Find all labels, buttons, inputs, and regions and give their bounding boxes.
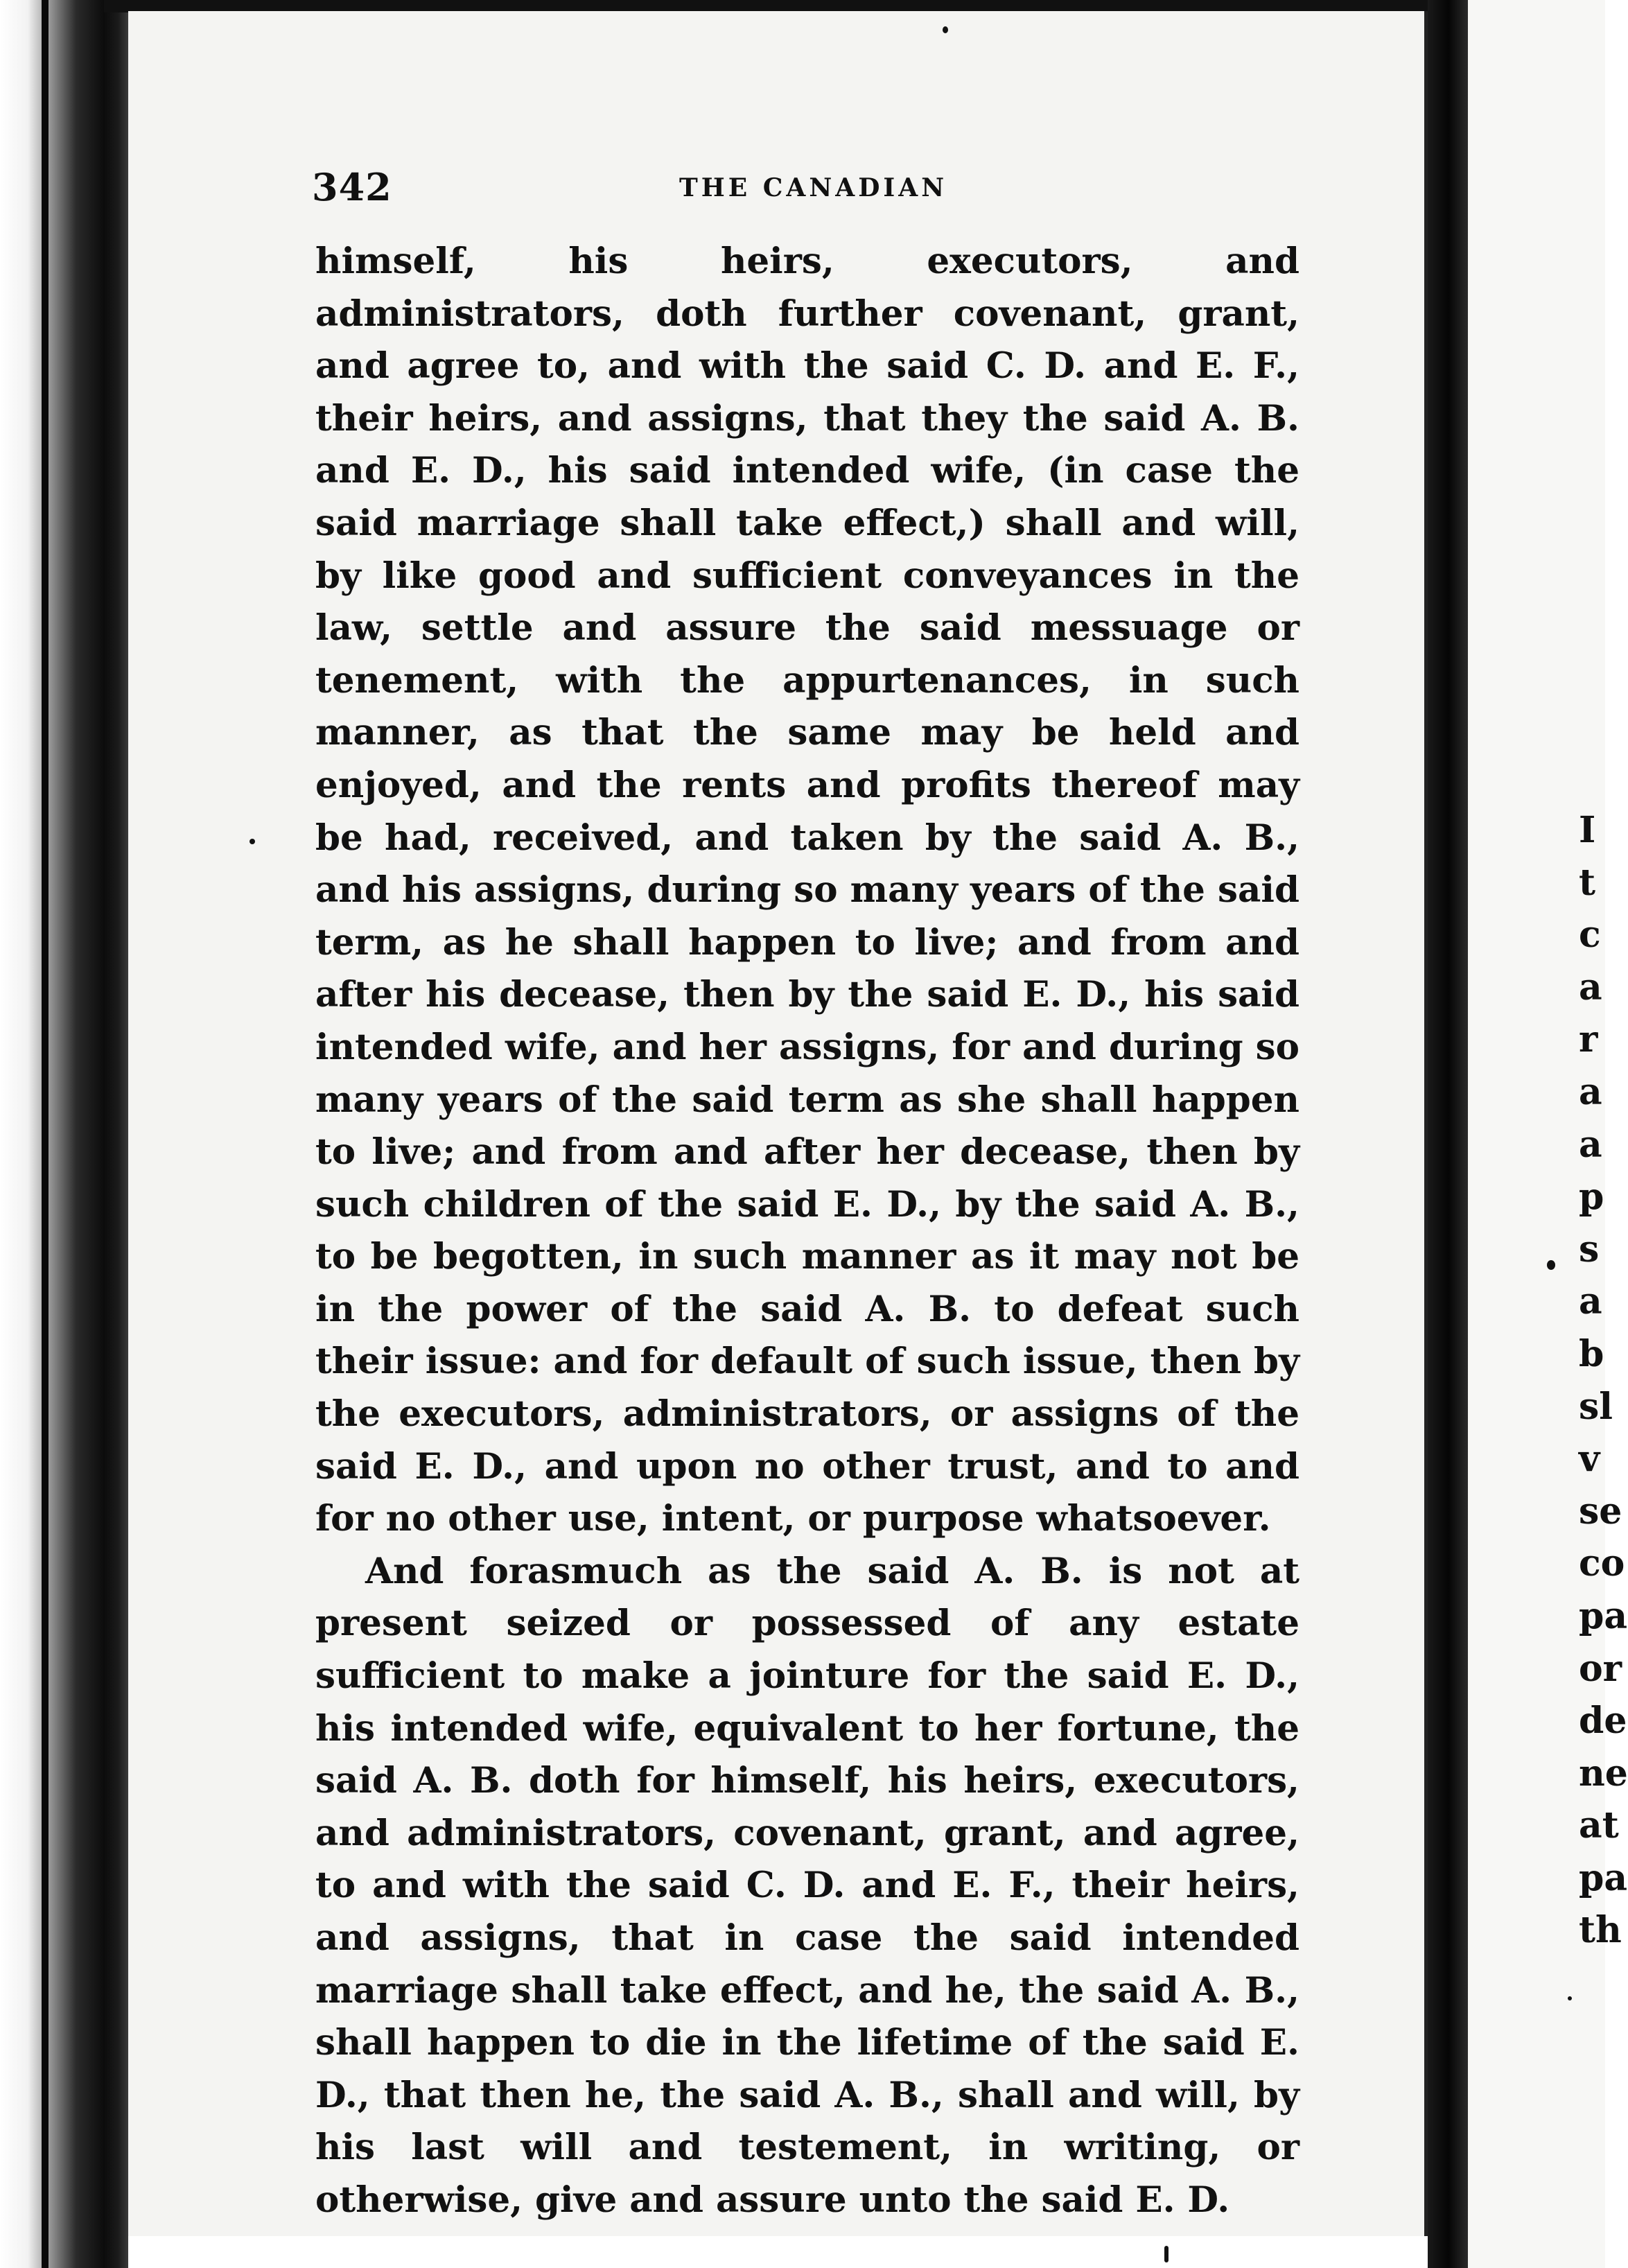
ink-speck [1547,1260,1555,1270]
page-body [315,236,1299,2227]
facing-page-fragment: pa [1579,1594,1628,1637]
facing-page-fragment: b [1579,1332,1604,1375]
facing-page-fragment: v [1579,1438,1600,1481]
facing-page-fragment: at [1579,1804,1619,1847]
left-binding-edge [0,0,128,2268]
facing-page-fragment: s [1579,1228,1600,1271]
facing-page-fragment: ne [1579,1752,1628,1795]
facing-page-fragment: r [1579,1018,1598,1061]
facing-page-fragment: I [1579,809,1596,851]
facing-page-fragment: a [1579,1280,1602,1323]
facing-page-fragment: t [1579,861,1596,904]
left-binding-line [42,0,49,2268]
ink-speck [1568,1996,1572,2000]
facing-page-fragment: c [1579,914,1601,957]
paragraph-2: And forasmuch as the said A. B. is not at present seized or possessed of any estate sufficient to make a jointure for the said E. D., his intended wife, equivalent to her fortune, the said A. B. doth for himself, his heirs, executors, and administrators, covenant, grant, and agree, to and with the said C. D. and E. F., their heirs, and assigns, that in case the said intended marriage shall take effect, and he, the said A. B., shall happen to die in the lifetime of the said E. D., that then he, the said A. B., shall and will, by his last will and testement, in writing, or otherwise, give and assure unto the said E. D. [315,1550,1299,2221]
facing-page-fragment: a [1579,1070,1602,1113]
facing-page-fragment: p [1579,1176,1604,1219]
ink-speck [250,839,255,844]
ink-speck [1164,2246,1169,2262]
facing-page-fragment: co [1579,1542,1625,1585]
paragraph-1: himself, his heirs, executors, and administrators, doth further covenant, grant, and agree to, and with the said C. D. and E. F., their heirs, and assigns, that they the said A. B. and E. D., his said intended wife, (in case the said marriage shall take effect,) shall and will, by like good and sufficient conveyances in the law, settle and assure the said messuage or tenement, with the appurtenances, in such manner, as that the same may be held and enjoyed, and the rents and profits thereof may be had, received, and taken by the said A. B., and his assigns, during so many years of the said term, as he shall happen to live; and from and after his decease, then by the said E. D., his said intended wife, and her assigns, for and during so many years of the said term as she shall happen to live; and from and after her decease, then by such children of the said E. D., by the said A. B., to be begotten, in such manner as it may not be in the power of the said A. B. to defeat such their issue: and for default of such issue, then by the executors, administrators, or assigns of the said E. D., and upon no other trust, and to and for no other use, intent, or purpose whatsoever. [315,241,1299,1540]
facing-page-fragment: se [1579,1490,1622,1533]
facing-page-margin-text [1579,804,1628,1957]
facing-page-fragment: a [1579,966,1602,1009]
facing-page-fragment: th [1579,1909,1622,1952]
facing-page-fragment: a [1579,1123,1602,1166]
running-head: THE CANADIAN [679,173,948,202]
page-number: 342 [312,165,392,209]
right-gutter [1428,0,1468,2268]
facing-page-fragment: de [1579,1700,1627,1743]
facing-page-fragment: sl [1579,1385,1613,1428]
ink-speck [943,26,948,33]
page-header [312,165,1289,213]
facing-page-fragment: pa [1579,1856,1628,1899]
facing-page-fragment: or [1579,1647,1622,1690]
